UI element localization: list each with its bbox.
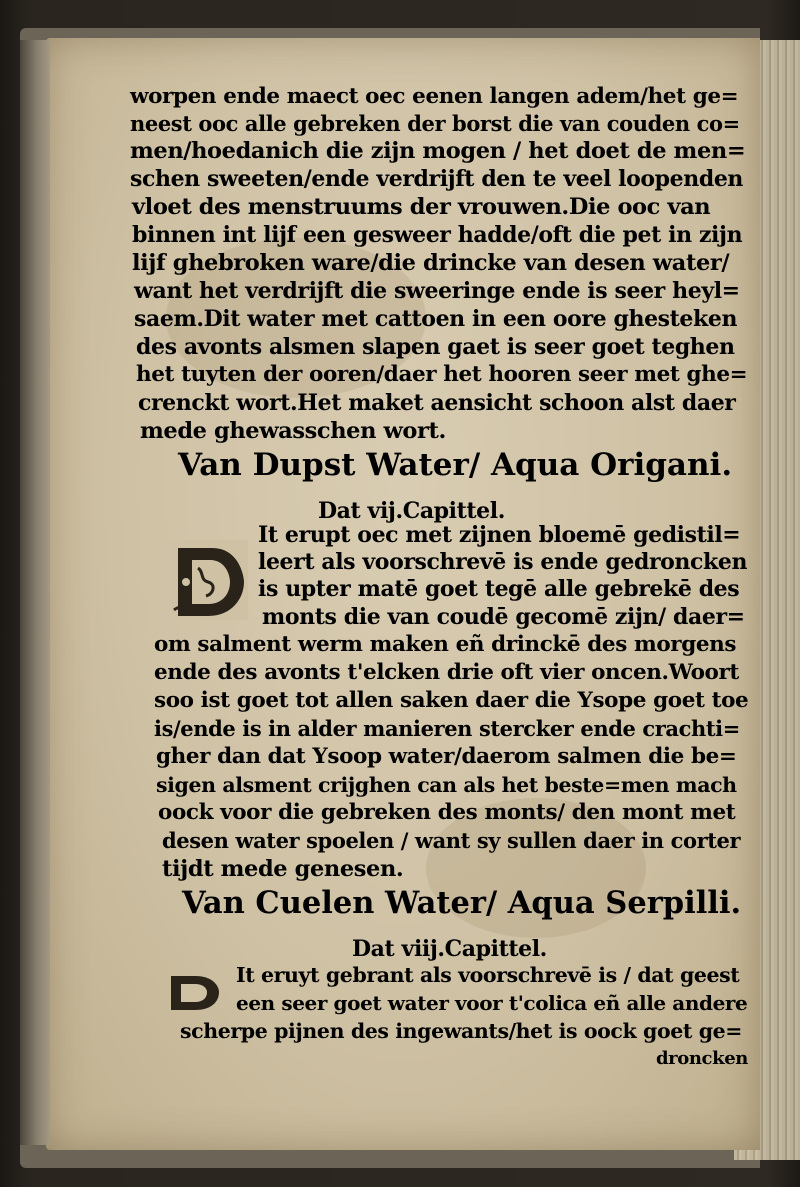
- text-line: It erupt oec met zijnen bloemē gedistil=: [258, 522, 741, 548]
- text-line: gher dan dat Ysoop water/daerom salmen die be=: [156, 744, 737, 769]
- text-line: It eruyt gebrant als voorschrevē is / dat geest: [236, 963, 740, 987]
- text-line: crenckt wort.Het maket aensicht schoon alst daer: [138, 390, 736, 416]
- decorated-initial: [170, 538, 250, 622]
- text-line: neest ooc alle gebreken der borst die van couden co=: [130, 111, 740, 136]
- text-line: is upter matē goet tegē alle gebrekē des: [258, 576, 740, 602]
- text-line: binnen int lijf een gesweer hadde/oft die pet in zijn: [132, 222, 743, 248]
- text-line: leert als voorschrevē is ende gedroncken: [258, 549, 748, 575]
- text-line: is/ende is in alder manieren stercker ende crachti=: [154, 716, 740, 741]
- text-line: schen sweeten/ende verdrijft den te veel loopenden: [130, 166, 744, 192]
- text-line: desen water spoelen / want sy sullen daer in corter: [162, 828, 741, 853]
- decorated-initial: [167, 972, 231, 1012]
- text-line: tijdt mede genesen.: [162, 856, 404, 882]
- text-line: een seer goet water voor t'colica eñ alle andere: [236, 991, 748, 1015]
- text-line: worpen ende maect oec eenen langen adem/het ge=: [130, 84, 739, 109]
- text-line: men/hoedanich die zijn mogen / het doet de men=: [130, 138, 746, 164]
- ornament-initial-icon: [167, 972, 231, 1012]
- text-line: monts die van coudē gecomē zijn/ daer=: [262, 604, 745, 630]
- text-line: scherpe pijnen des ingewants/het is oock goet ge=: [180, 1019, 743, 1043]
- text-line: des avonts alsmen slapen gaet is seer goet teghen: [136, 334, 735, 360]
- text-line: ende des avonts t'elcken drie oft vier oncen.Woort: [154, 660, 739, 685]
- section-heading: Van Dupst Water/ Aqua Origani.: [178, 447, 733, 483]
- section-heading: Van Cuelen Water/ Aqua Serpilli.: [182, 885, 742, 921]
- text-line: om salment werm maken eñ drinckē des morgens: [154, 632, 737, 657]
- text-line: lijf ghebroken ware/die drincke van desen water/: [132, 250, 730, 276]
- text-line: droncken: [656, 1048, 748, 1069]
- text-line: mede ghewasschen wort.: [140, 418, 446, 444]
- text-line: want het verdrijft die sweeringe ende is seer heyl=: [134, 278, 740, 304]
- text-line: vloet des menstruums der vrouwen.Die ooc van: [132, 194, 711, 220]
- text-line: oock voor die gebreken des monts/ den mont met: [158, 800, 736, 825]
- chapter-label: Dat viij.Capittel.: [352, 936, 547, 962]
- chapter-label: Dat vij.Capittel.: [318, 498, 505, 524]
- text-line: sigen alsment crijghen can als het beste=men mach: [156, 773, 737, 797]
- text-line: soo ist goet tot allen saken daer die Ysope goet toe: [154, 688, 749, 713]
- text-line: het tuyten der ooren/daer het hooren seer met ghe=: [136, 362, 748, 387]
- text-line: saem.Dit water met cattoen in een oore ghesteken: [134, 306, 738, 332]
- book-binding: [20, 40, 50, 1145]
- ornament-initial-icon: [170, 538, 250, 622]
